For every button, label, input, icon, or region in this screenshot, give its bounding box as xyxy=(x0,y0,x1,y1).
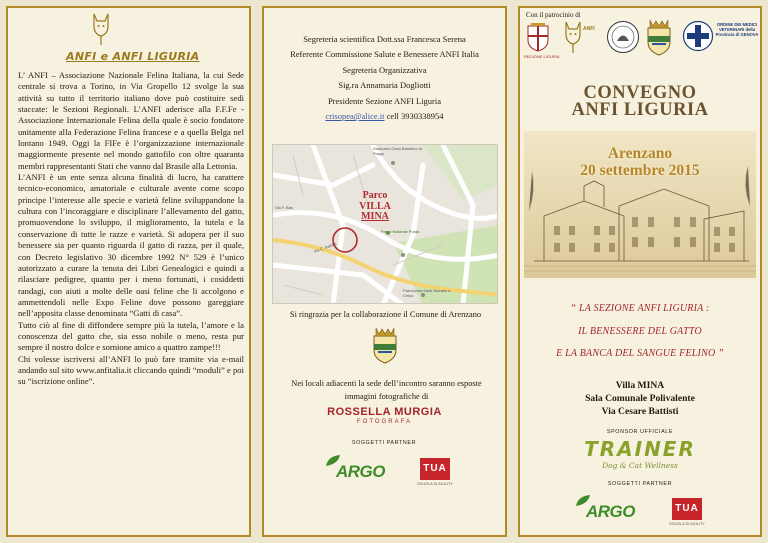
event-location xyxy=(520,379,760,418)
park-label-line: MINA xyxy=(361,211,389,222)
credit-line: Sig.ra Annamaria Dogliotti xyxy=(338,80,431,91)
patronage-label: Con il patrocinio di xyxy=(526,11,581,19)
event-theme-quote xyxy=(522,298,758,366)
paragraph: Tutto ciò al fine di diffondere sempre più la tutela, l’amore e la conoscenza del gatto che, sia esso nobile o meno, resta pur sempre il nostro dolce e sornione amico a quattro zampe!!! xyxy=(18,319,244,353)
paragraph: L’ANFI è un ente senza alcuna finalità di lucro, ha carattere tecnico-economico, amatoriale e culturale avente come scopo principe l’interesse alle specie e varietà feline sviluppandone la cultura con l’incoraggiare e disciplinare l’allevamento del gatto, promuovendone lo sviluppo, il miglioramento, la tutela e la conservazione di tutte le razze e varietà. Si adopera per il suo benessere sia per quanto riguarda il gatto di razza, per il quale, con Decreto legislativo 30 dicembre 1992 N° 529 è l’unico autorizzato a curare la tenuta dei Libri Genealogici e quindi a rilasciare pedigree, quanto per i meno fortunati, i cosiddetti randagi, con aiuti a molte delle oasi feline che li accolgono e ammettendoli nelle Expo Feline dove possono gareggiare nell’apposita classe denominata “Gatti di casa”. xyxy=(18,172,244,319)
park-label-line: VILLA xyxy=(359,200,391,212)
contact-line xyxy=(270,109,499,124)
convegno-title xyxy=(520,85,760,119)
arenzano-crest-icon xyxy=(370,326,400,364)
title-line: CONVEGNO xyxy=(583,83,697,103)
map-label: Parrocchia Santi Nazario e Celso xyxy=(403,288,451,298)
anfi-cat-logo-icon xyxy=(562,20,584,54)
credit-line: Presidente Sezione ANFI Liguria xyxy=(327,95,442,106)
quote-line: E LA BANCA DEL SANGUE FELINO ” xyxy=(556,348,724,359)
section-title: ANFI e ANFI LIGURIA xyxy=(66,50,200,63)
credit-line: Segreteria Organizzativa xyxy=(342,64,427,75)
regione-label: REGIONE LIGURIA xyxy=(524,54,560,59)
association-seal-icon xyxy=(606,20,640,54)
map-drawing xyxy=(273,145,498,304)
location-line: Sala Comunale Polivalente xyxy=(585,393,695,404)
ordine-veterinari-label: ORDINE DEI MEDICI VETERINARI della Provincia di GENOVA xyxy=(715,22,759,37)
email-link[interactable]: crisopea@alice.it xyxy=(325,111,385,122)
tua-logo: TUA xyxy=(420,458,450,480)
event-date: 20 settembre 2015 xyxy=(580,162,700,179)
venue-date xyxy=(524,145,756,179)
phone-number: cell 3930338954 xyxy=(386,111,444,122)
map-label: Santuario Gesù Bambino di Praga xyxy=(373,146,422,156)
tua-logo: TUA xyxy=(672,498,702,520)
villa-sketch-image xyxy=(524,131,756,278)
quote-line: “ LA SEZIONE ANFI LIGURIA : xyxy=(570,303,710,314)
location-map xyxy=(272,144,498,304)
argo-logo: ARGO xyxy=(586,502,635,521)
arenzano-crest-icon xyxy=(644,18,674,56)
regione-liguria-crest-icon xyxy=(526,22,550,52)
organizer-credits xyxy=(270,32,499,124)
title-line: ANFI LIGURIA xyxy=(571,100,709,120)
anfi-cat-logo-icon xyxy=(90,12,112,46)
tua-subtitle: SCUOLA DI AGILITY xyxy=(669,522,705,526)
panel-organizers xyxy=(262,6,507,537)
photographer-name: ROSSELLA MURGIA xyxy=(327,406,442,418)
argo-logo: ARGO xyxy=(336,462,385,481)
map-label: Via F. Bas xyxy=(275,205,293,210)
anfi-description xyxy=(18,70,244,388)
anfi-logo-text: ANFI xyxy=(583,26,595,32)
sponsor-label: SPONSOR UFFICIALE xyxy=(606,429,674,435)
thanks-text: Si ringrazia per la collaborazione il Comune di Arenzano xyxy=(289,310,482,319)
location-line: Via Cesare Battisti xyxy=(601,406,679,417)
quote-line: IL BENESSERE DEL GATTO xyxy=(578,325,702,337)
tua-subtitle: SCUOLA DI AGILITY xyxy=(417,482,453,486)
partners-label: SOGGETTI PARTNER xyxy=(351,440,417,446)
park-label xyxy=(345,191,405,223)
photo-exhibition-text: Nei locali adiacenti la sede dell’incontro saranno esposte immagini fotografiche di xyxy=(291,379,482,401)
veterinary-cross-icon xyxy=(682,20,714,52)
trainer-logo: TRAINER xyxy=(584,437,696,461)
photographer-role: FOTOGRAFA xyxy=(357,419,412,425)
credit-line: Segreteria scientifica Dott.ssa Francesca Serena xyxy=(303,34,466,44)
map-label: Parco Naturale Punta xyxy=(381,229,420,234)
paragraph: L’ ANFI – Associazione Nazionale Felina Italiana, la cui Sede centrale si trova a Torino, in Via Gropello 12 svolge la sua attività su tutto il territorio italiano dove può costituire sedi staccate: le Sezioni Regionali. L’ANFI aderisce alla F.F.Fe - Associazione Internazionale Felina della quale è socio fondatore unitamente alla Federazione Felina francese e a quella Belga nel lontano 1949. Oggi la FIFe è l’organizzazione internazionale maggiormente presente nel mondo gattofilo con oltre quaranta membri rappresentanti Stati che vanno dal Brasile alla Lettonia. xyxy=(18,70,244,171)
park-label-line: Parco xyxy=(362,190,388,201)
partners-label: SOGGETTI PARTNER xyxy=(607,481,673,487)
paragraph: Chi volesse iscriversi all’ANFI lo può fare tramite via e-mail andando sul sito www.anfitalia.it cliccando quindi “moduli” e poi su “iscrizione online”. xyxy=(18,353,244,387)
map-label: Via C. Battisti xyxy=(312,241,338,254)
location-line: Villa MINA xyxy=(615,380,665,391)
trainer-subtitle: Dog & Cat Wellness xyxy=(602,461,678,470)
venue-city: Arenzano xyxy=(607,145,673,162)
panel-anfi-info xyxy=(6,6,251,537)
credit-line: Referente Commissione Salute e Benessere ANFI Italia xyxy=(290,49,479,60)
panel-cover xyxy=(518,6,762,537)
